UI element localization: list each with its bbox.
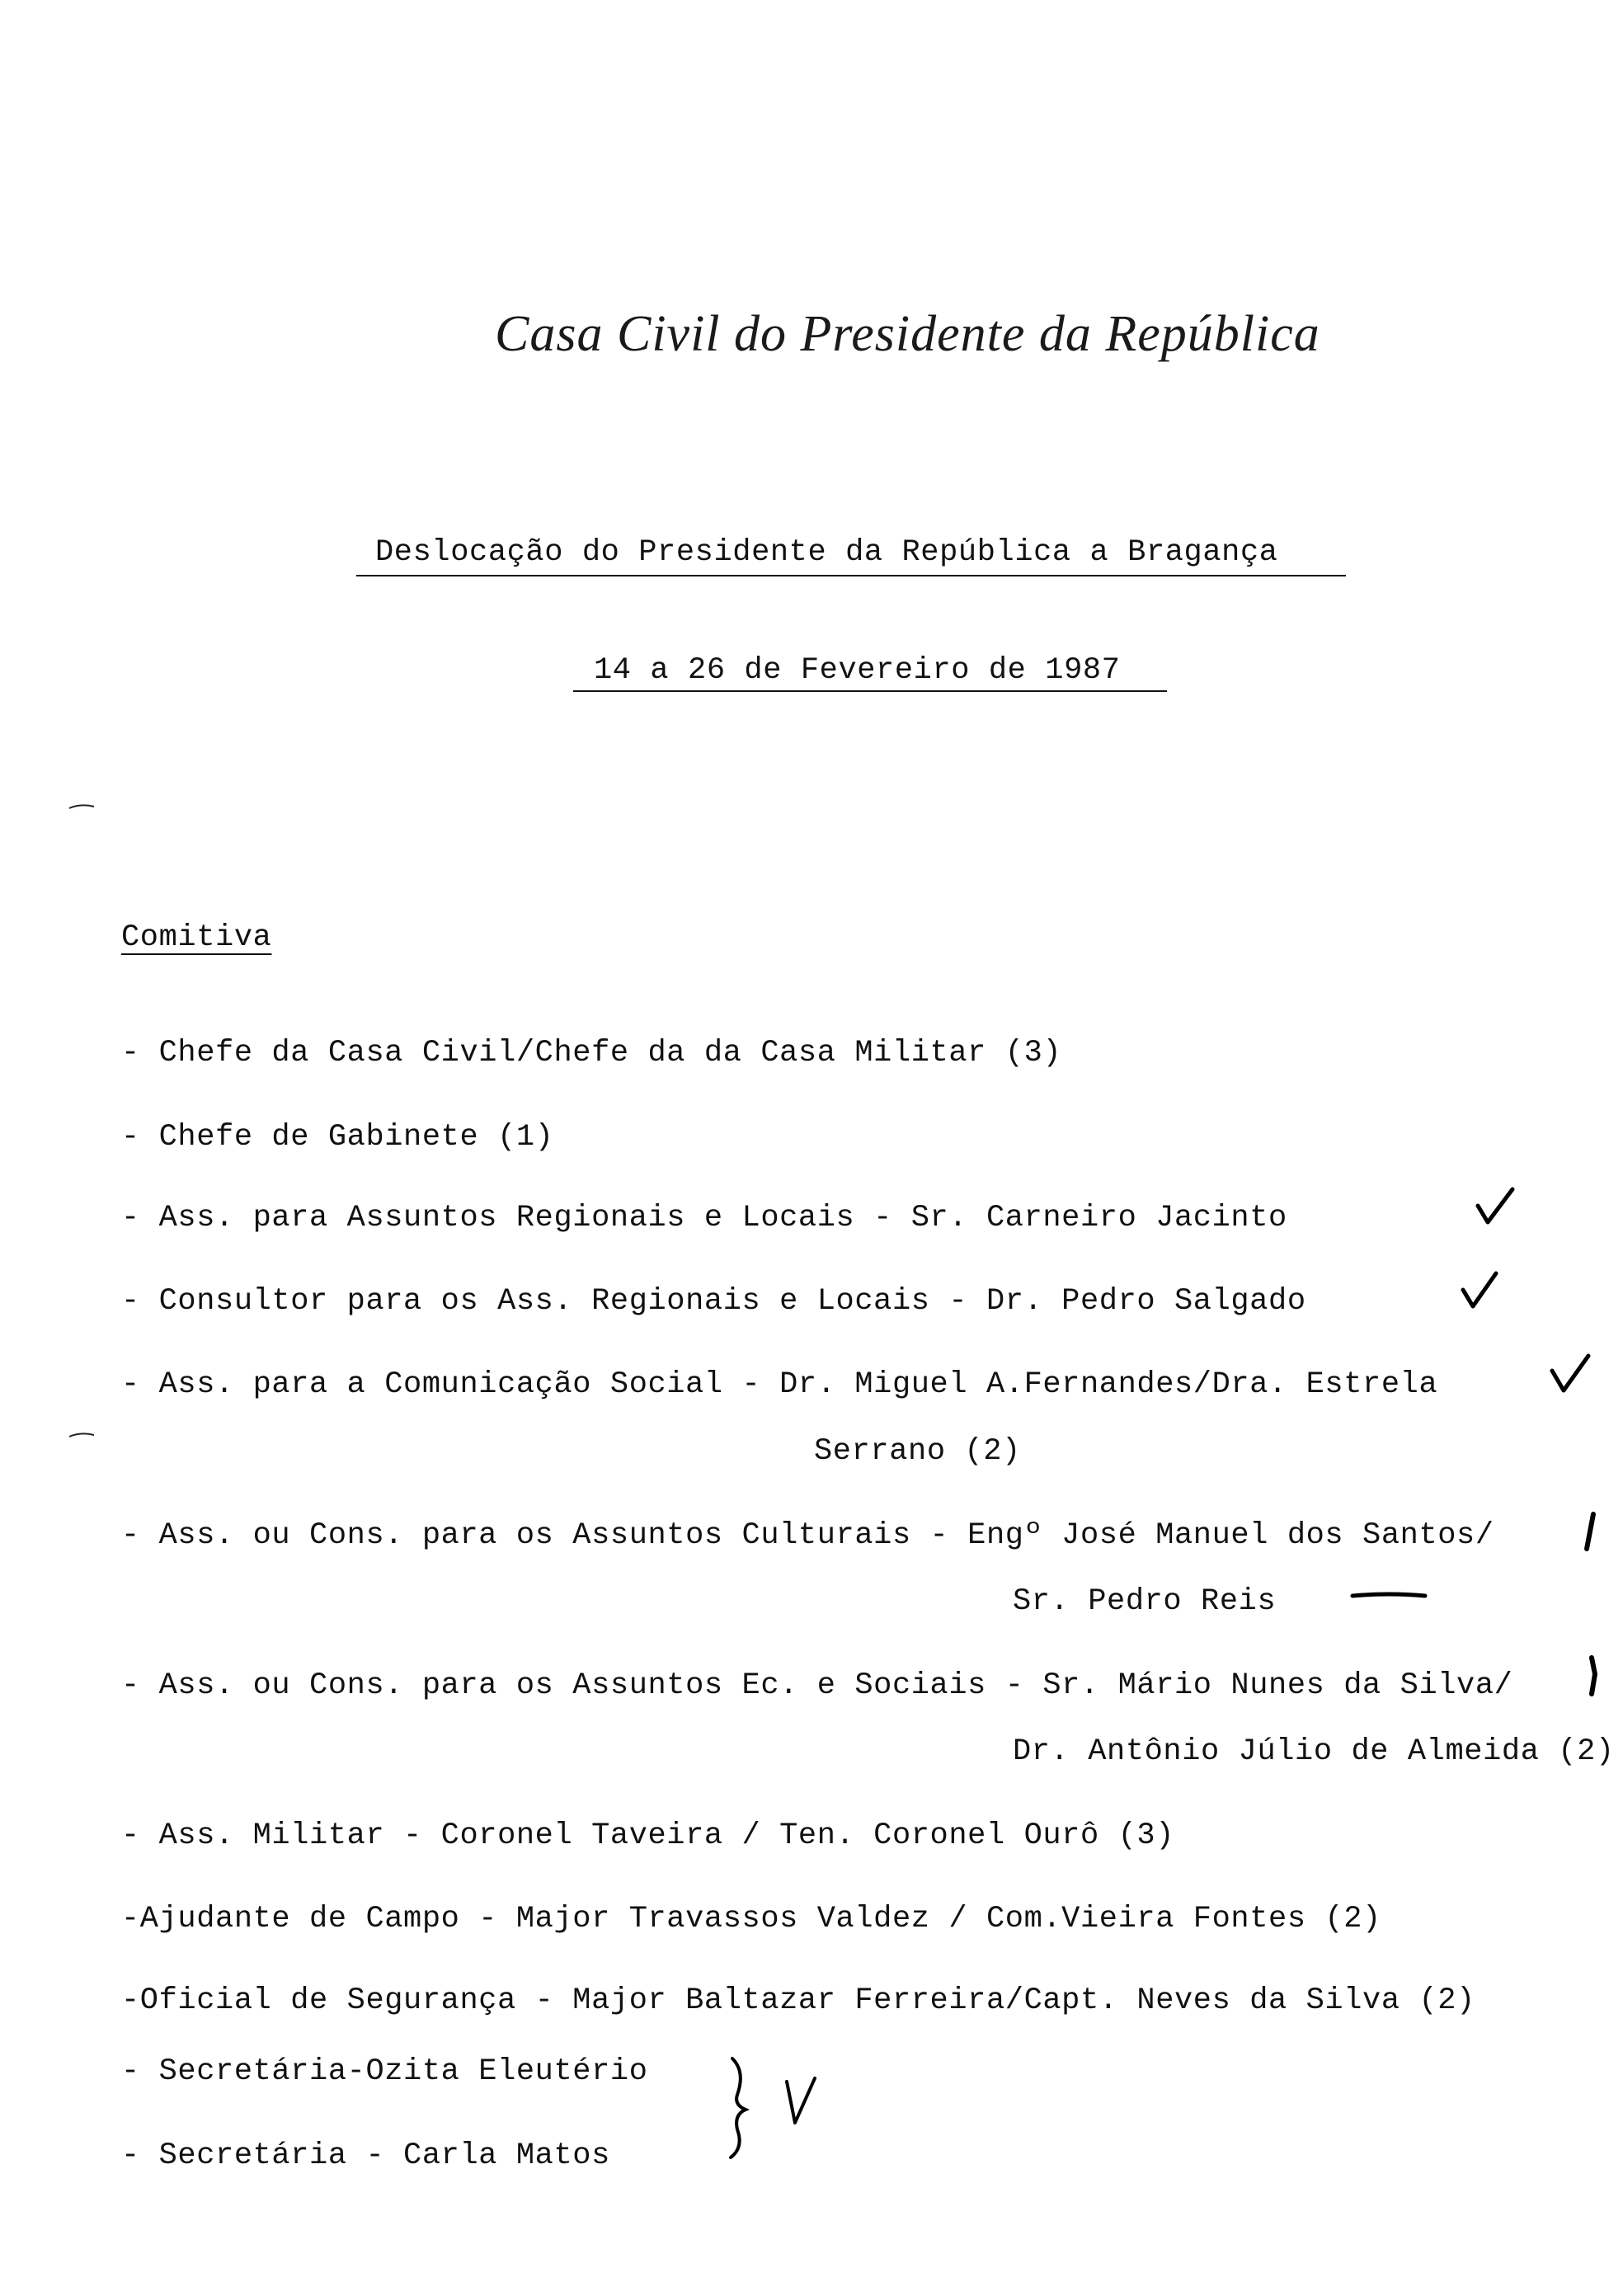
list-item: - Ass. ou Cons. para os Assuntos Ec. e Sociais - Sr. Mário Nunes da Silva/ bbox=[121, 1668, 1513, 1703]
list-item: - Ass. Militar - Coronel Taveira / Ten. Coronel Ourô (3) bbox=[121, 1818, 1175, 1853]
document-title: Deslocação do Presidente da República a Bragança bbox=[375, 535, 1278, 570]
list-item-continuation: Sr. Pedro Reis bbox=[1013, 1584, 1277, 1619]
list-item-continuation: Dr. Antônio Júlio de Almeida (2) bbox=[1013, 1734, 1615, 1769]
handwritten-dash-icon bbox=[1349, 1591, 1428, 1601]
list-item: -Oficial de Segurança - Major Baltazar Ferreira/Capt. Neves da Silva (2) bbox=[121, 1983, 1475, 2018]
list-item: - Ass. para Assuntos Regionais e Locais - Sr. Carneiro Jacinto bbox=[121, 1201, 1287, 1235]
list-item-continuation: Serrano (2) bbox=[814, 1434, 1021, 1469]
list-item: - Secretária-Ozita Eleutério bbox=[121, 2054, 648, 2089]
list-item: - Chefe de Gabinete (1) bbox=[121, 1120, 554, 1155]
margin-mark-icon bbox=[68, 803, 96, 810]
document-dates: 14 a 26 de Fevereiro de 1987 bbox=[594, 653, 1121, 688]
checkmark-icon bbox=[1475, 1186, 1516, 1227]
checkmark-icon bbox=[1460, 1268, 1501, 1311]
section-heading: Comitiva bbox=[121, 920, 272, 955]
list-item: - Consultor para os Ass. Regionais e Locais - Dr. Pedro Salgado bbox=[121, 1284, 1306, 1319]
list-item: - Secretária - Carla Matos bbox=[121, 2138, 610, 2173]
checkmark-icon bbox=[1549, 1353, 1592, 1395]
margin-mark-icon bbox=[68, 1432, 96, 1438]
letterhead: Casa Civil do Presidente da República bbox=[495, 306, 1320, 362]
handwritten-stroke-icon bbox=[1585, 1654, 1602, 1697]
list-item: - Ass. para a Comunicação Social - Dr. Miguel A.Fernandes/Dra. Estrela bbox=[121, 1367, 1438, 1402]
list-item: -Ajudante de Campo - Major Travassos Valdez / Com.Vieira Fontes (2) bbox=[121, 1902, 1381, 1936]
list-item: - Chefe da Casa Civil/Chefe da da Casa Militar (3) bbox=[121, 1036, 1062, 1070]
handwritten-brace-icon bbox=[726, 2055, 754, 2162]
list-item: - Ass. ou Cons. para os Assuntos Culturais - Engº José Manuel dos Santos/ bbox=[121, 1518, 1494, 1553]
checkmark-icon bbox=[783, 2075, 818, 2128]
title-underline bbox=[356, 575, 1346, 576]
handwritten-stroke-icon bbox=[1582, 1511, 1598, 1552]
dates-underline bbox=[573, 690, 1167, 692]
